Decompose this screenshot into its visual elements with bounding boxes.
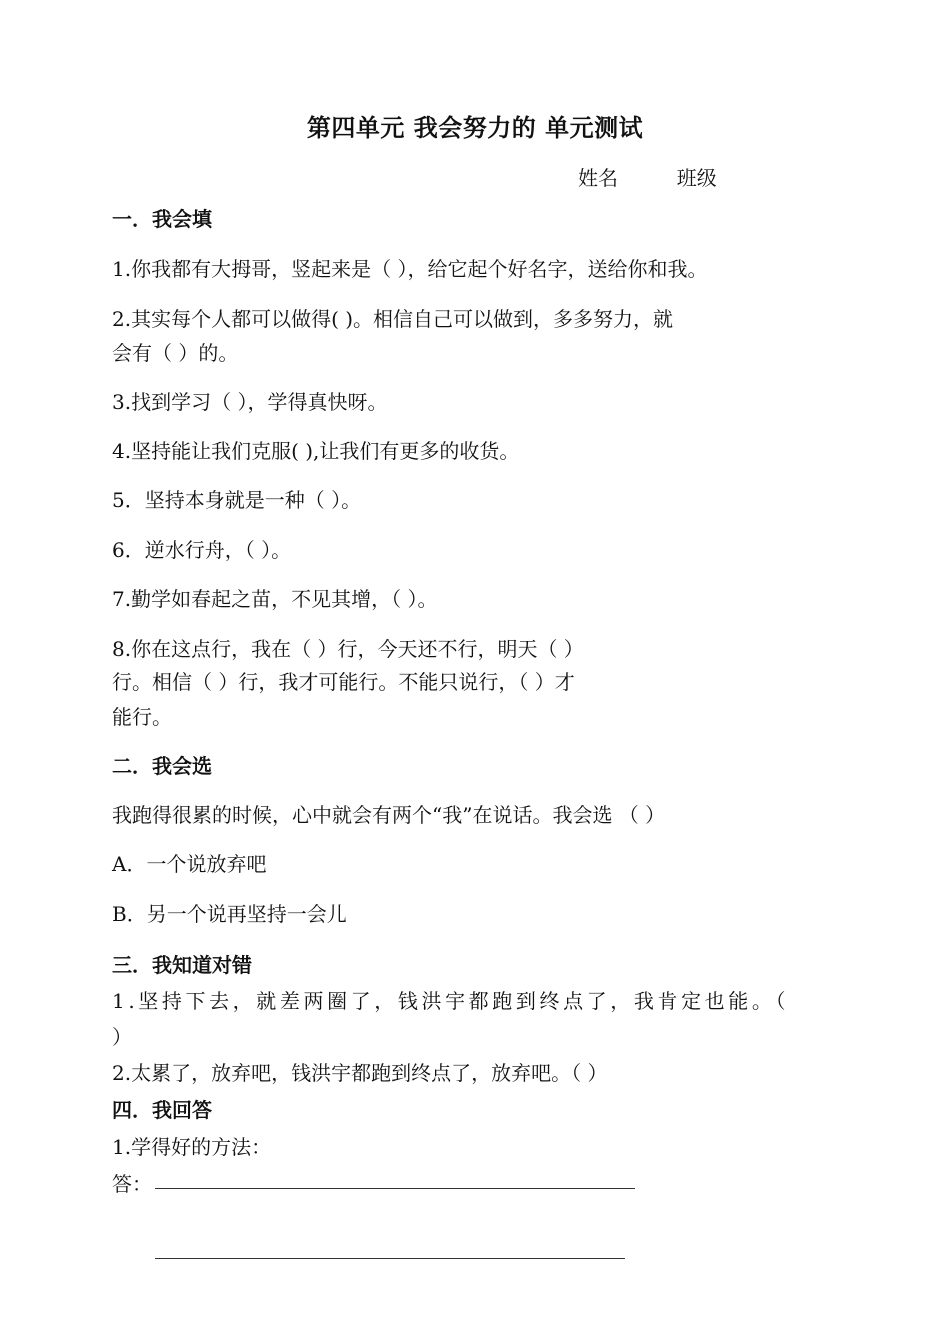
judge-question-1-line-1: 1.坚持下去，就差两圈了，钱洪宇都跑到终点了，我肯定也能。（ <box>112 989 790 1013</box>
page-title: 第四单元 我会努力的 单元测试 <box>306 114 644 142</box>
fill-question-2-line-1: 2.其实每个人都可以做得( )。相信自己可以做到，多多努力，就 <box>112 307 674 331</box>
answer-line-2[interactable] <box>155 1258 625 1259</box>
fill-question-2-line-2: 会有（ ）的。 <box>112 341 239 365</box>
answer-label: 答： <box>112 1172 152 1196</box>
fill-question-5: 5．坚持本身就是一种（ ）。 <box>112 488 362 512</box>
fill-question-7: 7.勤学如春起之苗，不见其增，（ ）。 <box>112 587 438 611</box>
fill-question-8-line-3: 能行。 <box>112 705 172 729</box>
student-info <box>578 162 717 191</box>
judge-question-2: 2.太累了，放弃吧，钱洪宇都跑到终点了，放弃吧。（ ） <box>112 1061 608 1085</box>
class-label: 班级 <box>676 166 717 190</box>
fill-question-4: 4.坚持能让我们克服( ),让我们有更多的收货。 <box>112 439 520 463</box>
fill-question-8-line-1: 8.你在这点行，我在（ ）行，今天还不行，明天（ ） <box>112 637 584 661</box>
choice-option-a: A．一个说放弃吧 <box>112 852 267 876</box>
fill-question-3: 3.找到学习（ ），学得真快呀。 <box>112 390 388 414</box>
choice-option-b: B．另一个说再坚持一会儿 <box>112 902 347 926</box>
fill-question-8-line-2: 行。相信（ ）行，我才可能行。不能只说行，（ ）才 <box>112 670 575 694</box>
section-heading-choose: 二．我会选 <box>112 754 212 778</box>
answer-line-1[interactable] <box>155 1188 635 1189</box>
answer-question-1: 1.学得好的方法： <box>112 1135 272 1159</box>
choice-question: 我跑得很累的时候，心中就会有两个“我”在说话。我会选 （ ） <box>112 803 666 827</box>
section-heading-fill: 一．我会填 <box>112 207 212 231</box>
name-label: 姓名 <box>578 166 618 190</box>
fill-question-6: 6．逆水行舟，（ ）。 <box>112 538 292 562</box>
fill-question-1: 1.你我都有大拇哥，竖起来是（ ），给它起个好名字，送给你和我。 <box>112 257 708 281</box>
section-heading-answer: 四．我回答 <box>112 1098 212 1122</box>
section-heading-true-false: 三．我知道对错 <box>112 953 252 977</box>
judge-question-1-line-2: ） <box>112 1025 132 1049</box>
